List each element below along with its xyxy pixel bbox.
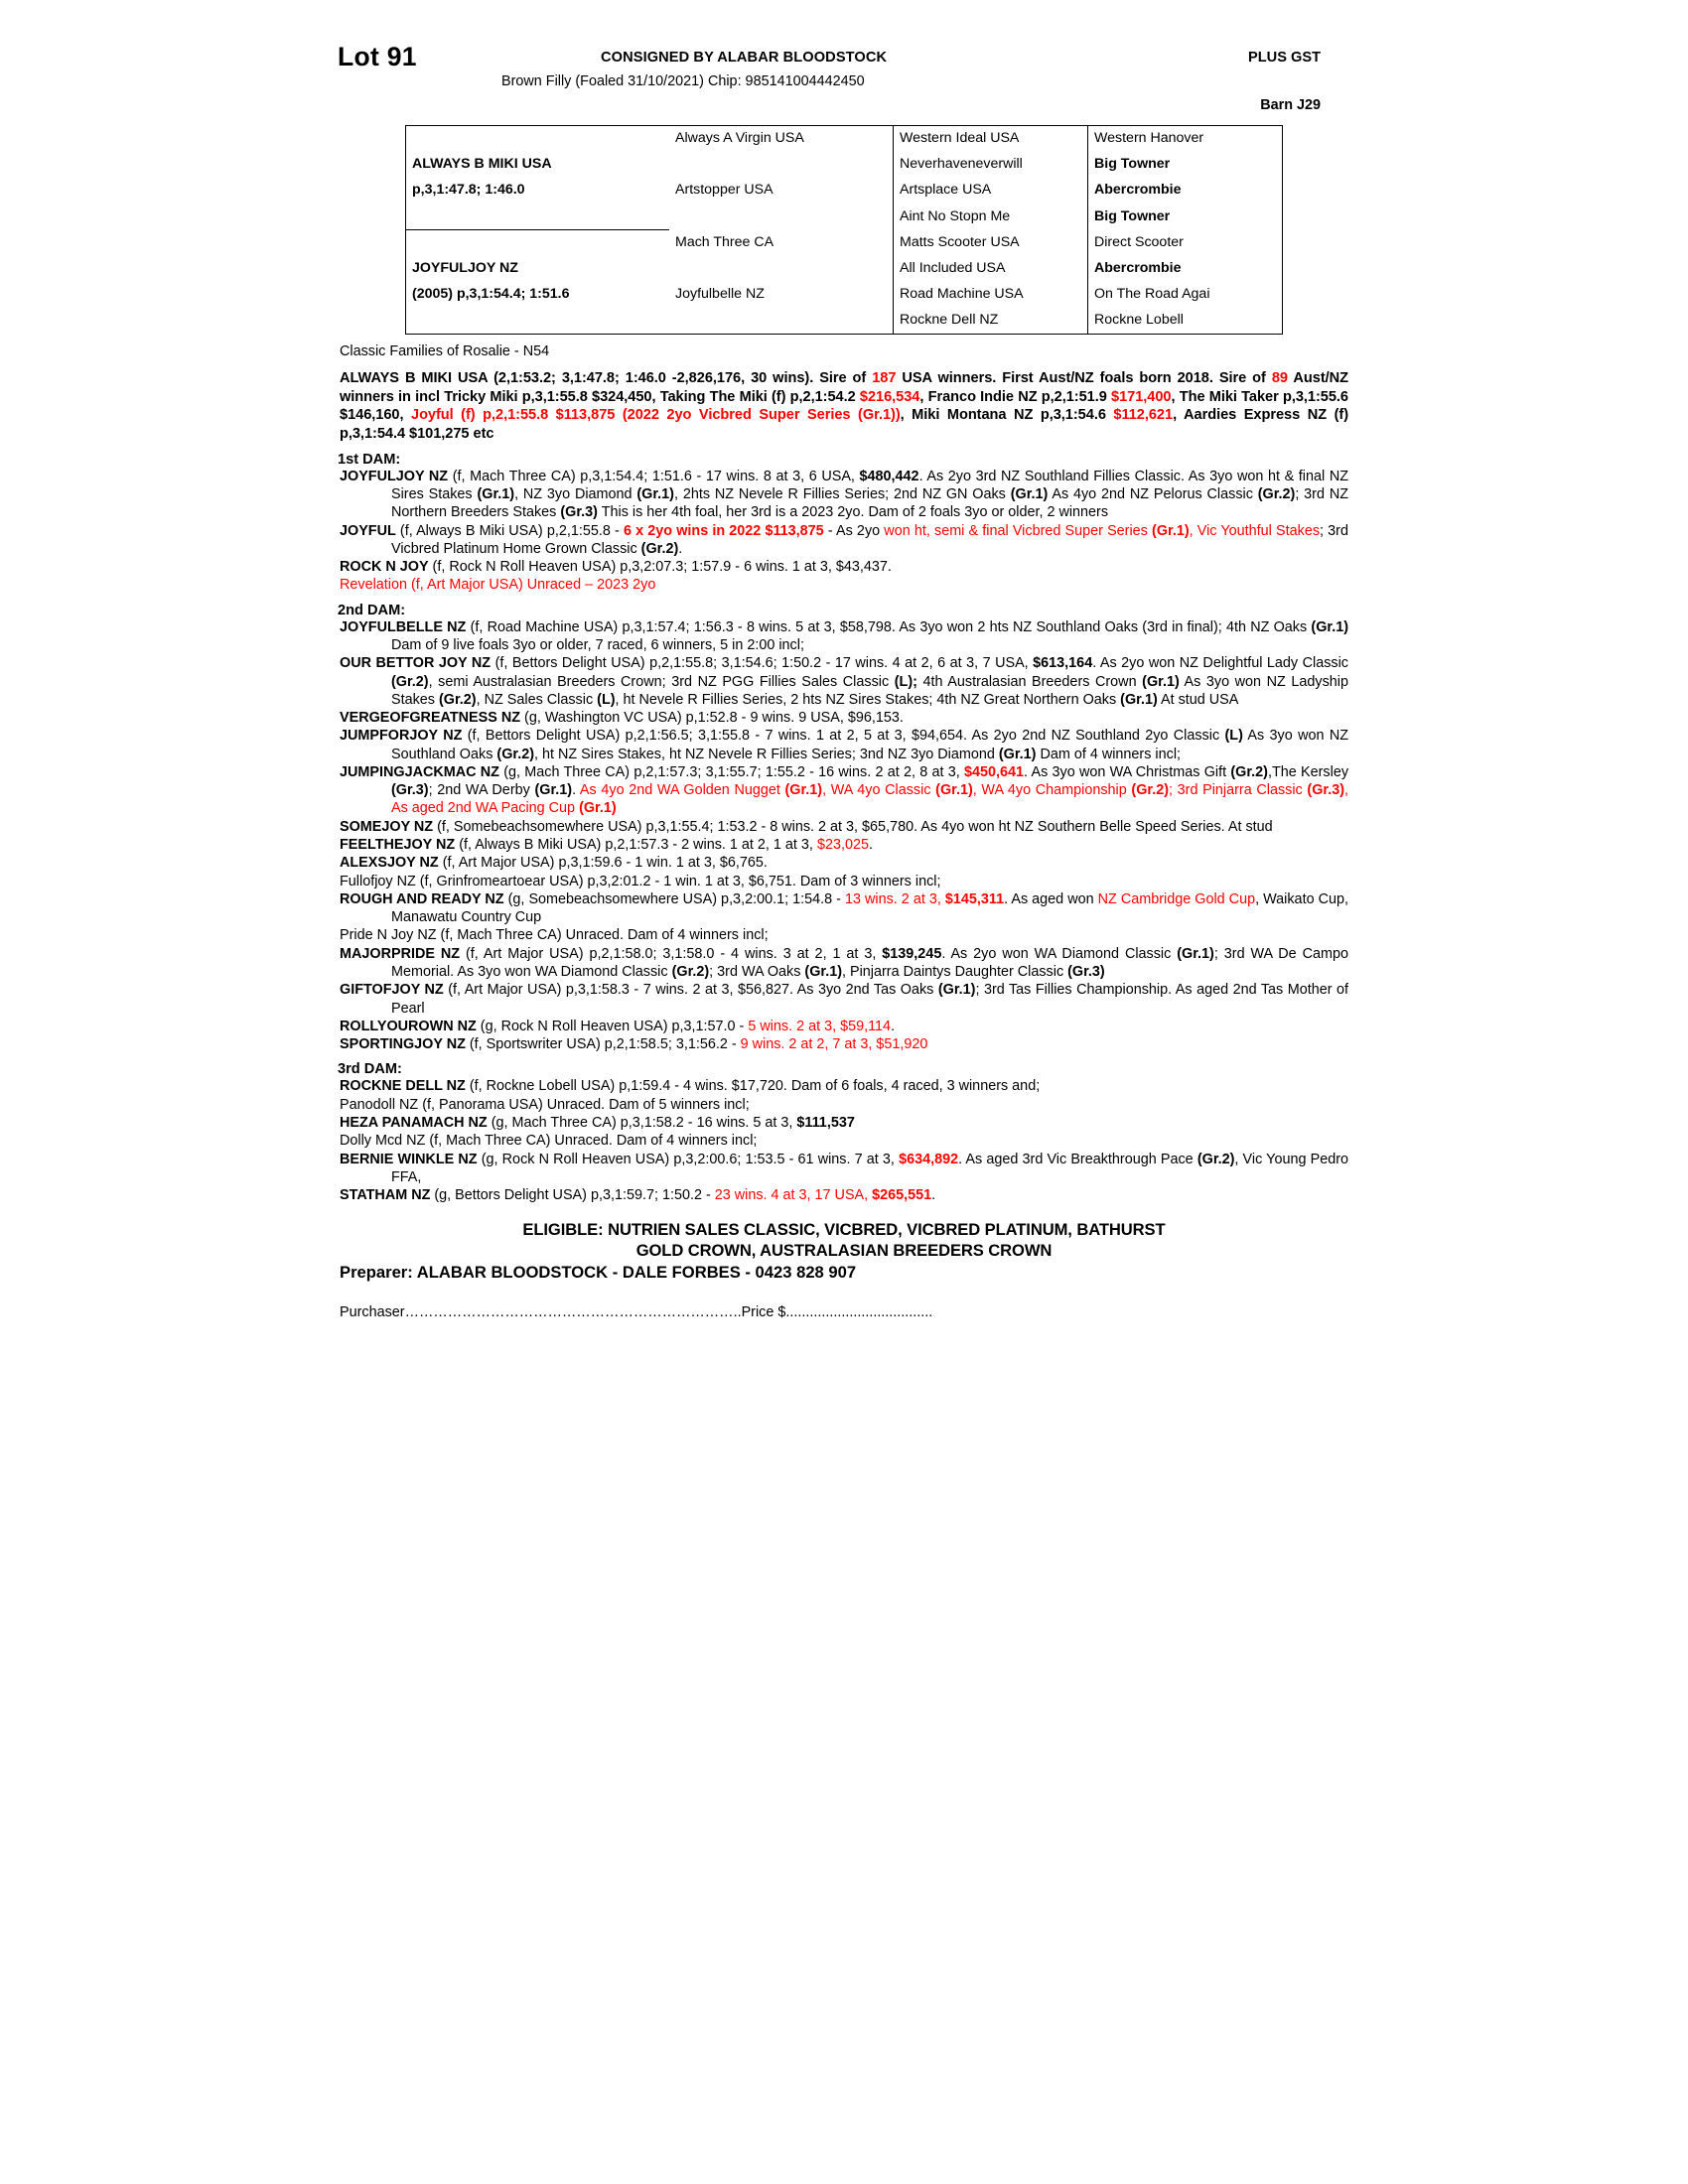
pedigree-row	[406, 152, 1283, 178]
pedigree-entry: MAJORPRIDE NZ (f, Art Major USA) p,2,1:58.0; 3,1:58.0 - 4 wins. 3 at 2, 1 at 3, $139,245. As 2yo won WA Diamond Classic (Gr.1); 3rd WA De Campo Memorial. As 3yo won WA Diamond Classic (Gr.2); 3rd WA Oaks (Gr.1), Pinjarra Daintys Daughter Classic (Gr.3)	[340, 945, 1348, 980]
pedigree-entry: OUR BETTOR JOY NZ (f, Bettors Delight USA) p,2,1:55.8; 3,1:54.6; 1:50.2 - 17 wins. 4 at 2, 6 at 3, 7 USA, $613,164. As 2yo won NZ Delightful Lady Classic (Gr.2), semi Australasian Breeders Crown; 3rd NZ PGG Fillies Sales Classic (L); 4th Australasian Breeders Crown (Gr.1) As 3yo won NZ Ladyship Stakes (Gr.2), NZ Sales Classic (L), ht Nevele R Fillies Series, 2 hts NZ Sires Stakes; 4th NZ Great Northern Oaks (Gr.1) At stud USA	[340, 655, 1348, 708]
classic-families: Classic Families of Rosalie - N54	[340, 343, 550, 359]
third-dam-heading: 3rd DAM:	[338, 1061, 402, 1078]
pedigree-entry: JOYFUL (f, Always B Miki USA) p,2,1:55.8 - 6 x 2yo wins in 2022 $113,875 - As 2yo won ht, semi & final Vicbred Super Series (Gr.1), Vic Youthful Stakes; 3rd Vicbred Platinum Home Grown Classic (Gr.2).	[340, 522, 1348, 557]
pedigree-entry: JUMPINGJACKMAC NZ (g, Mach Three CA) p,2,1:57.3; 3,1:55.7; 1:55.2 - 16 wins. 2 at 2, 8 at 3, $450,641. As 3yo won WA Christmas Gift (Gr.2),The Kersley (Gr.3); 2nd WA Derby (Gr.1). As 4yo 2nd WA Golden Nugget (Gr.1), WA 4yo Classic (Gr.1), WA 4yo Championship (Gr.2); 3rd Pinjarra Classic (Gr.3), As aged 2nd WA Pacing Cup (Gr.1)	[340, 763, 1349, 817]
pedigree-cell-gen4: Western Hanover	[1088, 126, 1283, 153]
pedigree-entry: GIFTOFJOY NZ (f, Art Major USA) p,3,1:58.3 - 7 wins. 2 at 3, $56,827. As 3yo 2nd Tas Oaks (Gr.1); 3rd Tas Fillies Championship. As aged 2nd Tas Mother of Pearl	[340, 982, 1349, 1017]
horse-description: Brown Filly (Foaled 31/10/2021) Chip: 985141004442450	[501, 73, 865, 89]
pedigree-row	[406, 204, 1283, 230]
pedigree-cell-gen4: Rockne Lobell	[1088, 308, 1283, 335]
pedigree-cell-gen1: (2005) p,3,1:54.4; 1:51.6	[412, 286, 570, 303]
second-dam-heading: 2nd DAM:	[338, 602, 406, 618]
eligible-line-2: GOLD CROWN, AUSTRALASIAN BREEDERS CROWN	[635, 1241, 1053, 1261]
pedigree-entry: STATHAM NZ (g, Bettors Delight USA) p,3,1:59.7; 1:50.2 - 23 wins. 4 at 3, 17 USA, $265,551.	[340, 1187, 936, 1204]
pedigree-row	[406, 308, 1283, 335]
pedigree-entry: SPORTINGJOY NZ (f, Sportswriter USA) p,2,1:58.5; 3,1:56.2 - 9 wins. 2 at 2, 7 at 3, $51,920	[340, 1036, 928, 1053]
pedigree-entry: Dolly Mcd NZ (f, Mach Three CA) Unraced. Dam of 4 winners incl;	[340, 1133, 758, 1150]
barn-label: Barn J29	[1260, 97, 1321, 113]
pedigree-row	[406, 126, 1283, 153]
pedigree-cell-gen2: Artstopper USA	[675, 182, 774, 199]
pedigree-entry: JOYFULJOY NZ (f, Mach Three CA) p,3,1:54.4; 1:51.6 - 17 wins. 8 at 3, 6 USA, $480,442. As 2yo 3rd NZ Southland Fillies Classic. As 3yo won ht & final NZ Sires Stakes (Gr.1), NZ 3yo Diamond (Gr.1), 2hts NZ Nevele R Fillies Series; 2nd NZ GN Oaks (Gr.1) As 4yo 2nd NZ Pelorus Classic (Gr.2); 3rd NZ Northern Breeders Stakes (Gr.3) This is her 4th foal, her 3rd is a 2023 2yo. Dam of 2 foals 3yo or older, 2 winners	[340, 468, 1349, 521]
pedigree-cell-gen4: Big Towner	[1088, 204, 1283, 230]
pedigree-entry: Panodoll NZ (f, Panorama USA) Unraced. Dam of 5 winners incl;	[340, 1096, 750, 1113]
eligible-line-1: ELIGIBLE: NUTRIEN SALES CLASSIC, VICBRED, VICBRED PLATINUM, BATHURST	[522, 1220, 1166, 1240]
pedigree-cell-gen1	[406, 204, 670, 230]
pedigree-cell-gen3: Matts Scooter USA	[894, 230, 1088, 257]
pedigree-cell-gen3: All Included USA	[894, 256, 1088, 282]
pedigree-cell-gen2	[669, 308, 894, 335]
pedigree-cell-gen1	[406, 230, 670, 257]
pedigree-cell-gen2	[669, 256, 894, 282]
pedigree-cell-gen2: Mach Three CA	[675, 234, 774, 251]
pedigree-cell-gen4: On The Road Agai	[1088, 282, 1283, 308]
pedigree-row	[406, 282, 1283, 308]
page-content	[338, 40, 1350, 1320]
pedigree-cell-gen3: Aint No Stopn Me	[894, 204, 1088, 230]
first-dam-heading: 1st DAM:	[338, 451, 401, 468]
pedigree-entry: JOYFULBELLE NZ (f, Road Machine USA) p,3,1:57.4; 1:56.3 - 8 wins. 5 at 3, $58,798. As 3yo won 2 hts NZ Southland Oaks (3rd in final); 4th NZ Oaks (Gr.1) Dam of 9 live foals 3yo or older, 7 raced, 6 winners, 5 in 2:00 incl;	[340, 618, 1349, 653]
pedigree-row	[406, 178, 1283, 204]
eligible-block	[338, 1220, 1350, 1262]
pedigree-cell-gen4: Abercrombie	[1088, 256, 1283, 282]
pedigree-cell-gen2: Joyfulbelle NZ	[675, 286, 765, 303]
pedigree-entry: FEELTHEJOY NZ (f, Always B Miki USA) p,2,1:57.3 - 2 wins. 1 at 2, 1 at 3, $23,025.	[340, 837, 873, 854]
sire-summary: ALWAYS B MIKI USA (2,1:53.2; 3,1:47.8; 1:46.0 -2,826,176, 30 wins). Sire of 187 USA winners. First Aust/NZ foals born 2018. Sire of 89 Aust/NZ winners in incl Tricky Miki p,3,1:55.8 $324,450, Taking The Miki (f) p,2,1:54.2 $216,534, Franco Indie NZ p,2,1:51.9 $171,400, The Miki Taker p,3,1:55.6 $146,160, Joyful (f) p,2,1:55.8 $113,875 (2022 2yo Vicbred Super Series (Gr.1)), Miki Montana NZ p,3,1:54.6 $112,621, Aardies Express NZ (f) p,3,1:54.4 $101,275 etc	[340, 370, 1348, 443]
pedigree-entry: BERNIE WINKLE NZ (g, Rock N Roll Heaven USA) p,3,2:00.6; 1:53.5 - 61 wins. 7 at 3, $634,892. As aged 3rd Vic Breakthrough Pace (Gr.2), Vic Young Pedro FFA,	[340, 1151, 1349, 1185]
pedigree-entry: JUMPFORJOY NZ (f, Bettors Delight USA) p,2,1:56.5; 3,1:55.8 - 7 wins. 1 at 2, 5 at 3, $94,654. As 2yo 2nd NZ Southland 2yo Classic (L) As 3yo won NZ Southland Oaks (Gr.2), ht NZ Sires Stakes, ht NZ Nevele R Fillies Series; 3nd NZ 3yo Diamond (Gr.1) Dam of 4 winners incl;	[340, 728, 1349, 762]
plus-gst-label: PLUS GST	[1248, 50, 1321, 66]
pedigree-entry: HEZA PANAMACH NZ (g, Mach Three CA) p,3,1:58.2 - 16 wins. 5 at 3, $111,537	[340, 1114, 855, 1131]
pedigree-table-wrap	[338, 125, 1350, 335]
purchaser-line: Purchaser……………………………………………………………..Price $.....................................	[340, 1304, 933, 1321]
pedigree-cell-gen1: p,3,1:47.8; 1:46.0	[412, 182, 525, 199]
pedigree-entry: ROUGH AND READY NZ (g, Somebeachsomewhere USA) p,3,2:00.1; 1:54.8 - 13 wins. 2 at 3, $145,311. As aged won NZ Cambridge Gold Cup, Waikato Cup, Manawatu Country Cup	[340, 890, 1348, 926]
pedigree-entry: ROCK N JOY (f, Rock N Roll Heaven USA) p,3,2:07.3; 1:57.9 - 6 wins. 1 at 3, $43,437.	[340, 559, 892, 576]
pedigree-entry: VERGEOFGREATNESS NZ (g, Washington VC USA) p,1:52.8 - 9 wins. 9 USA, $96,153.	[340, 710, 904, 727]
pedigree-cell-gen4: Direct Scooter	[1088, 230, 1283, 257]
pedigree-entry: Revelation (f, Art Major USA) Unraced – 2023 2yo	[340, 577, 656, 594]
pedigree-cell-gen2	[669, 152, 894, 178]
pedigree-cell-gen4: Abercrombie	[1088, 178, 1283, 204]
pedigree-row	[406, 230, 1283, 257]
pedigree-cell-gen1	[406, 308, 670, 335]
pedigree-entry: SOMEJOY NZ (f, Somebeachsomewhere USA) p,3,1:55.4; 1:53.2 - 8 wins. 2 at 3, $65,780. As 4yo won ht NZ Southern Belle Speed Series. At stud	[340, 818, 1273, 835]
pedigree-cell-gen3: Road Machine USA	[894, 282, 1088, 308]
page-header	[338, 40, 1350, 121]
pedigree-cell-gen4: Big Towner	[1088, 152, 1283, 178]
pedigree-cell-gen3: Western Ideal USA	[894, 126, 1088, 153]
pedigree-cell-gen1: JOYFULJOY NZ	[412, 260, 518, 277]
pedigree-table	[405, 125, 1283, 335]
pedigree-cell-gen2	[669, 204, 894, 230]
pedigree-entries	[338, 468, 1350, 1205]
pedigree-cell-gen1: ALWAYS B MIKI USA	[412, 156, 552, 173]
pedigree-entry: ALEXSJOY NZ (f, Art Major USA) p,3,1:59.6 - 1 win. 1 at 3, $6,765.	[340, 855, 768, 872]
pedigree-cell-gen2: Always A Virgin USA	[675, 130, 804, 147]
pedigree-row	[406, 256, 1283, 282]
pedigree-cell-gen3: Artsplace USA	[894, 178, 1088, 204]
pedigree-entry: ROLLYOUROWN NZ (g, Rock N Roll Heaven USA) p,3,1:57.0 - 5 wins. 2 at 3, $59,114.	[340, 1018, 896, 1034]
pedigree-entry: ROCKNE DELL NZ (f, Rockne Lobell USA) p,1:59.4 - 4 wins. $17,720. Dam of 6 foals, 4 raced, 3 winners and;	[340, 1078, 1041, 1095]
preparer-line: Preparer: ALABAR BLOODSTOCK - DALE FORBES - 0423 828 907	[340, 1263, 857, 1283]
consignor-line: CONSIGNED BY ALABAR BLOODSTOCK	[601, 50, 888, 66]
lot-number: Lot 91	[338, 42, 417, 71]
pedigree-cell-gen3: Rockne Dell NZ	[894, 308, 1088, 335]
pedigree-entry: Fullofjoy NZ (f, Grinfromeartoear USA) p,3,2:01.2 - 1 win. 1 at 3, $6,751. Dam of 3 winners incl;	[340, 873, 941, 889]
pedigree-cell-gen3: Neverhaveneverwill	[894, 152, 1088, 178]
pedigree-cell-gen1	[406, 126, 670, 153]
pedigree-entry: Pride N Joy NZ (f, Mach Three CA) Unraced. Dam of 4 winners incl;	[340, 927, 769, 944]
